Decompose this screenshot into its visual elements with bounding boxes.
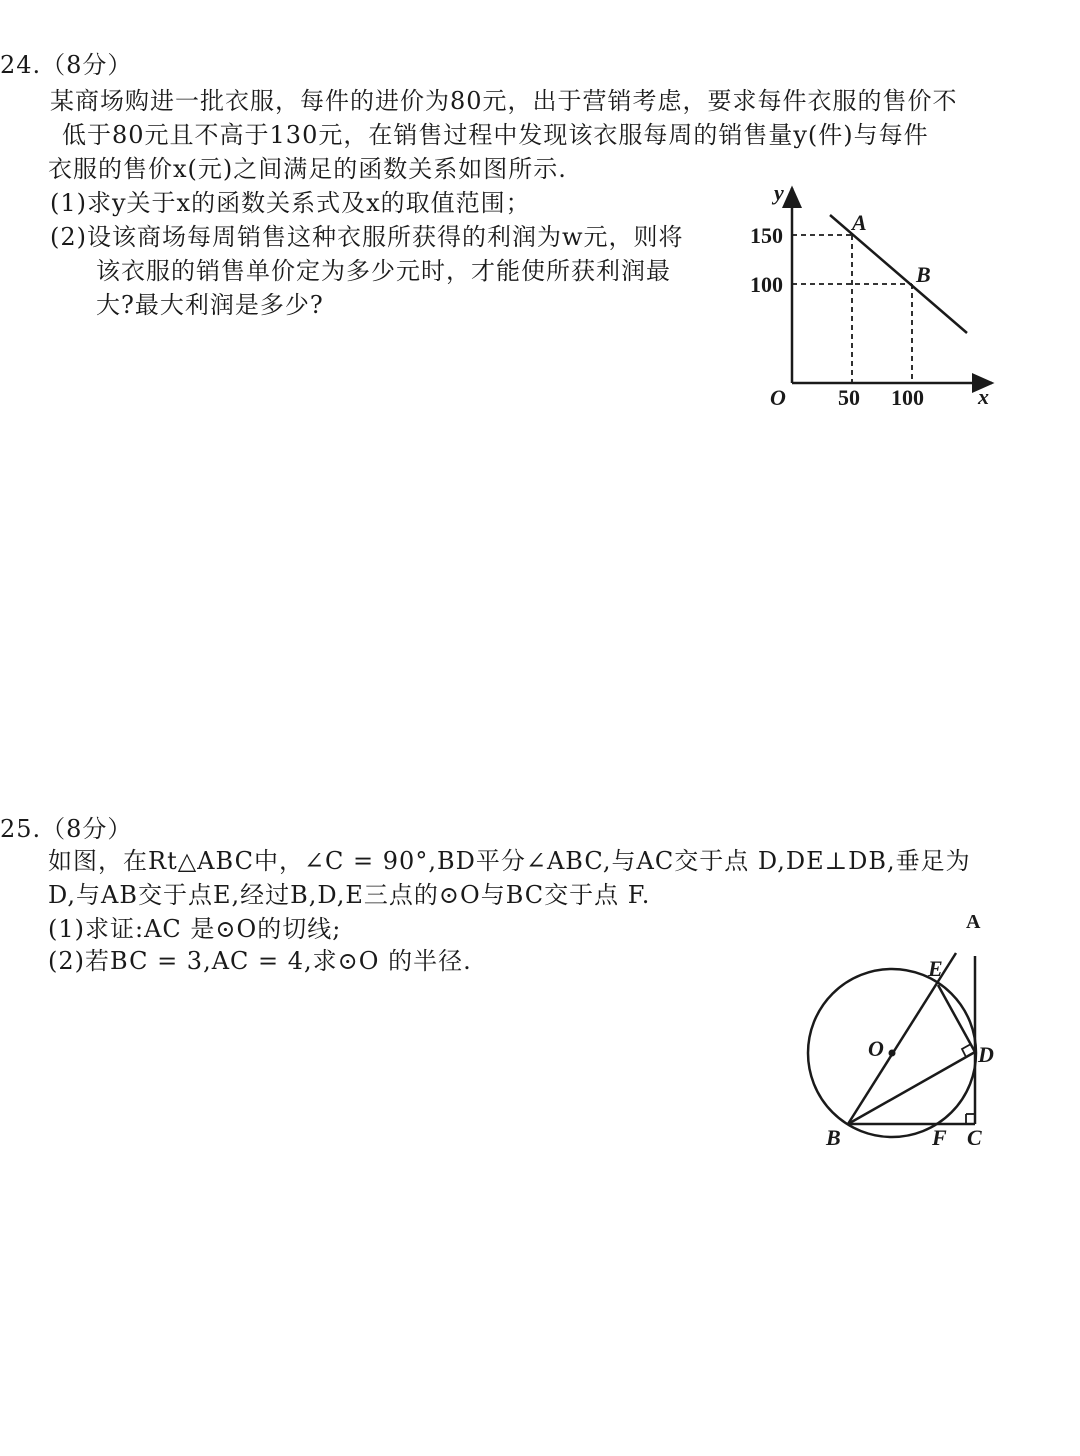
q24-text-line3: 衣服的售价x(元)之间满足的函数关系如图所示. xyxy=(48,155,567,183)
label-d: D xyxy=(978,1042,994,1067)
label-e: E xyxy=(928,956,943,981)
x-tick-100: 100 xyxy=(891,385,924,410)
center-point-o xyxy=(889,1050,896,1057)
x-tick-50: 50 xyxy=(838,385,860,410)
label-f: F xyxy=(932,1125,947,1150)
y-tick-150: 150 xyxy=(750,223,783,248)
q25-header: 25.（8分） xyxy=(0,815,133,843)
q24-part1: (1)求y关于x的函数关系式及x的取值范围； xyxy=(50,189,531,217)
function-line xyxy=(830,215,967,333)
q24-part2-line3: 大?最大利润是多少? xyxy=(96,291,324,319)
q24-part2-line1: (2)设该商场每周销售这种衣服所获得的利润为w元，则将 xyxy=(50,223,684,251)
x-axis-label: x xyxy=(978,384,989,409)
q25-line2: D,与AB交于点E,经过B,D,E三点的⊙O与BC交于点 F. xyxy=(48,881,651,909)
q24-text-line1: 某商场购进一批衣服，每件的进价为80元，出于营销考虑，要求每件衣服的售价不 xyxy=(50,87,958,115)
q25-part1: (1)求证:AC 是⊙O的切线; xyxy=(48,915,342,943)
q24-function-graph xyxy=(740,170,1040,420)
origin-label: O xyxy=(770,385,786,410)
line-bd xyxy=(848,1052,975,1124)
point-a-label: A xyxy=(852,210,867,235)
y-axis-label: y xyxy=(774,180,784,205)
label-o: O xyxy=(868,1036,884,1061)
q25-geometry-figure xyxy=(790,900,1030,1160)
label-c: C xyxy=(967,1125,982,1150)
q24-part2-line2: 该衣服的销售单价定为多少元时，才能使所获利润最 xyxy=(96,257,671,285)
q24-text-line2: 低于80元且不高于130元，在销售过程中发现该衣服每周的销售量y(件)与每件 xyxy=(62,121,929,149)
point-b-label: B xyxy=(916,262,931,287)
q25-part2: (2)若BC = 3,AC = 4,求⊙O 的半径. xyxy=(48,947,472,975)
q24-header: 24.（8分） xyxy=(0,51,133,79)
label-a: A xyxy=(966,911,981,933)
label-b: B xyxy=(826,1125,841,1150)
y-tick-100: 100 xyxy=(750,272,783,297)
q25-line1: 如图，在Rt△ABC中，∠C = 90°,BD平分∠ABC,与AC交于点 D,DE⊥DB,垂足为 xyxy=(48,847,971,875)
